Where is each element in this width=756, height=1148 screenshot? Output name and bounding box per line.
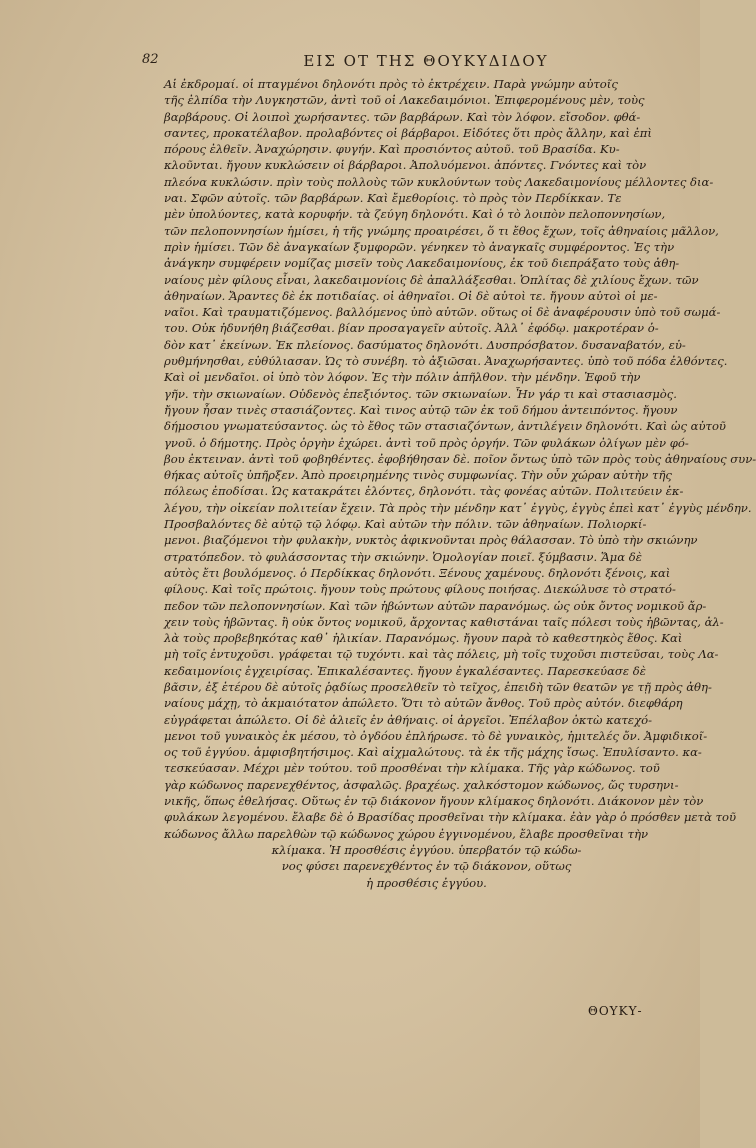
text-line: βᾶσιν, ἐξ ἑτέρου δὲ αὐτοῖς ῥᾳδίως προσελθεῖν τὸ τεῖχος, ἐπειδὴ τῶν θεατῶν γε τῇ πρὸς ἀθη- — [164, 679, 712, 694]
text-line: πόρους ἐλθεῖν. Ἀναχώρησιν. φυγήν. Καὶ προσιόντος αὐτοῦ. τοῦ Βρασίδα. Κυ- — [164, 142, 620, 157]
text-line: ναι. Σφῶν αὐτοῖς. τῶν βαρβάρων. Καὶ ἔμεθορίοις. τὸ πρὸς τὸν Περδίκκαν. Τε — [164, 191, 622, 206]
text-line: δὸν κατ᾽ ἐκείνων. Ἐκ πλείονος. δασύματος δηλονότι. Δυσπρόσβατον. δυσαναβατόν, εὐ- — [164, 337, 686, 352]
page-number: 82 — [142, 52, 159, 67]
text-line: βαρβάρους. Οἱ λοιποὶ χωρήσαντες. τῶν βαρβάρων. Καὶ τὸν λόφον. εἴσοδον. φθά- — [164, 109, 641, 124]
text-line: ναῖοι. Καὶ τραυματιζόμενος. βαλλόμενος ὑπὸ αὐτῶν. οὕτως οἱ δὲ ἀναφέρουσιν ὑπὸ τοῦ σωμά- — [164, 305, 721, 320]
text-line: λὰ τοὺς προβεβηκότας καθ᾽ ἡλικίαν. Παρανόμως. ἤγουν παρὰ τὸ καθεστηκὸς ἔθος. Καὶ — [164, 631, 683, 646]
text-line: ἀθηναίων. Ἄραντες δὲ ἐκ ποτιδαίας. οἱ ἀθηναῖοι. Οἱ δὲ αὐτοὶ τε. ἤγουν αὐτοὶ οἱ με- — [164, 288, 658, 303]
text-line: δήμοσιου γνωματεύσαντος. ὡς τὸ ἔθος τῶν στασιαζόντων, ἀντιλέγειν δηλονότι. Καὶ ὡς αὐτοῦ — [164, 419, 726, 434]
text-line: γὰρ κώδωνος παρενεχθέντος, ἀσφαλῶς. βραχέως. χαλκόστομον κώδωνος, ὥς τυρσηνι- — [164, 777, 679, 792]
page-header — [142, 52, 662, 74]
text-line: Αἱ ἐκδρομαί. οἱ πταγμένοι δηλονότι πρὸς τὸ ἐκτρέχειν. Παρὰ γνώμην αὐτοῖς — [164, 77, 618, 91]
text-line: γῆν. τὴν σκιωναίων. Οὐδενὸς ἐπεξιόντος. τῶν σκιωναίων. Ἦν γάρ τι καὶ στασιασμὸς. — [164, 386, 677, 401]
text-line: στρατόπεδον. τὸ φυλάσσοντας τὴν σκιώνην. Ὁμολογίαν ποιεῖ. ξύμβασιν. Ἅμα δὲ — [164, 549, 642, 564]
text-line: κεδαιμονίοις ἐγχειρίσας. Ἐπικαλέσαντες. ἤγουν ἐγκαλέσαντες. Παρεσκεύασε δὲ — [164, 663, 646, 678]
text-line: πρὶν ἡμίσει. Τῶν δὲ ἀναγκαίων ξυμφορῶν. γένηκεν τὸ ἀναγκαῖς συμφέροντος. Ἐς τὴν — [164, 239, 675, 254]
text-line: ναίους μάχῃ, τὸ ἀκμαιότατον ἀπώλετο. Ὅτι τὸ αὐτῶν ἄνθος. Τοῦ πρὸς αὐτόν. διεφθάρη — [164, 696, 683, 711]
text-line: μενοι τοῦ γυναικὸς ἐκ μέσου, τὸ ὀγδόου ἐπλήρωσε. τὸ δὲ γυναικὸς, ἡμιτελές ὄν. Ἀμφιδικοῖ- — [164, 728, 708, 743]
text-line: κλοῦνται. ἤγουν κυκλώσειν οἱ βάρβαροι. Ἀπολυόμενοι. ἀπόντες. Γνόντες καὶ τὸν — [164, 158, 647, 173]
text-line: αὐτὸς ἔτι βουλόμενος. ὁ Περδίκκας δηλονότι. Ξένους χαμένους. δηλονότι ξένοις, καὶ — [164, 565, 671, 580]
text-line: σαντες, προκατέλαβον. προλαβόντες οἱ βάρβαροι. Εἰδότες ὅτι πρὸς ἄλλην, καὶ ἐπὶ — [164, 125, 652, 140]
text-line: ρυθμήνησθαι, εὐθύλιασαν. Ὡς τὸ συνέβη. τὸ ἀξιῶσαι. Ἀναχωρήσαντες. ὑπὸ τοῦ πόδα ἐλθόντες. — [164, 354, 728, 369]
text-line: εὐγράφεται ἀπώλετο. Οἱ δὲ ἀλιεῖς ἐν ἀθήναις. οἱ ἀργεῖοι. Ἐπέλαβον ὀκτὼ κατεχό- — [164, 712, 653, 727]
text-line: θήκας αὐτοῖς ὑπῆρξεν. Ἀπὸ προειρημένης τινὸς συμφωνίας. Τὴν οὖν χώραν αὐτὴν τῆς — [164, 468, 672, 483]
text-line: ναίους μὲν φίλους εἶναι, λακεδαιμονίοις δὲ ἀπαλλάξεσθαι. Ὁπλίτας δὲ χιλίους ἔχων. τῶν — [164, 272, 699, 287]
text-line: Καὶ οἱ μενδαῖοι. οἱ ὑπὸ τὸν λόφον. Ἐς τὴν πόλιν ἀπῆλθον. τὴν μένδην. Ἐφοῦ τὴν — [164, 370, 641, 385]
text-line: ἡ προσθέσις ἐγγύου. — [366, 875, 487, 890]
text-line: Προσβαλόντες δὲ αὐτῷ τῷ λόφῳ. Καὶ αὐτῶν τὴν πόλιν. τῶν ἀθηναίων. Πολιορκί- — [164, 517, 647, 532]
text-line: ος τοῦ ἐγγύου. ἀμφισβητήσιμος. Καὶ αἰχμαλώτους. τὰ ἐκ τῆς μάχης ἴσως. Ἐπυλίσαντο. κα- — [164, 745, 702, 760]
text-line: μὴ τοῖς ἐντυχοῦσι. γράφεται τῷ τυχόντι. καὶ τὰς πόλεις, μὴ τοῖς τυχοῦσι πιστεῦσαι, τοὺς Λα- — [164, 647, 719, 662]
text-line: ἀνάγκην συμφέρειν νομίζας μισεῖν τοὺς Λακεδαιμονίους, ἐκ τοῦ διεπράξατο τοὺς ἀθη- — [164, 256, 680, 271]
text-line: νικῆς, ὅπως ἐθελήσας. Οὕτως ἐν τῷ διάκονον ἤγουν κλίμακος δηλονότι. Διάκονον μὲν τὸν — [164, 794, 704, 809]
text-line: βου ἐκτειναν. ἀντὶ τοῦ φοβηθέντες. ἐφοβήθησαν δὲ. ποῖον ὄντως ὑπὸ τῶν πρὸς τοὺς ἀθηναίους συν- — [164, 451, 756, 466]
text-line: λέγου, τὴν οἰκείαν πολιτείαν ἔχειν. Τὰ πρὸς τὴν μένδην κατ᾽ ἐγγὺς, ἐγγὺς ἐπεὶ κατ᾽ ἐγγὺς μένδην. — [164, 500, 752, 515]
catchword: ΘΟΥΚΥ- — [588, 1004, 643, 1018]
text-line: κλίμακα. Ἡ προσθέσις ἐγγύου. ὑπερβατόν τῷ κώδω- — [271, 842, 582, 857]
text-line: φυλάκων λεγομένου. ἔλαβε δὲ ὁ Βρασίδας προσθεῖναι τὴν κλίμακα. ἐὰν γὰρ ὁ πρόσθεν μετὰ τοῦ — [164, 810, 737, 825]
text-line: μὲν ὑπολύοντες, κατὰ κορυφήν. τὰ ζεύγη δηλονότι. Καὶ ὁ τὸ λοιπὸν πελοποννησίων, — [164, 207, 666, 222]
text-line: τεσκεύασαν. Μέχρι μὲν τούτου. τοῦ προσθέναι τὴν κλίμακα. Τῆς γὰρ κώδωνος. τοῦ — [164, 761, 660, 776]
text-line: τῶν πελοποννησίων ἡμίσει, ἡ τῆς γνώμης προαιρέσει, ὅ τι ἔθος ἔχων, τοῖς ἀθηναίοις μᾶλλον, — [164, 223, 719, 238]
text-line: πλεόνα κυκλώσιν. πρὶν τοὺς πολλοὺς τῶν κυκλούντων τοὺς Λακεδαιμονίους μέλλοντες δια- — [164, 174, 714, 189]
text-line: πόλεως ἐποδίσαι. Ὡς κατακράτει ἑλόντες, δηλονότι. τὰς φονέας αὐτῶν. Πολιτεύειν ἐκ- — [164, 484, 684, 499]
text-line: φίλους. Καὶ τοῖς πρώτοις. ἤγουν τοὺς πρώτους φίλους ποιήσας. Διεκώλυσε τὸ στρατό- — [164, 582, 676, 597]
text-line: τῆς ἐλπίδα τὴν Λυγκηστῶν, ἀντὶ τοῦ οἱ Λακεδαιμόνιοι. Ἐπιφερομένους μὲν, τοὺς — [164, 93, 645, 108]
commentary-text — [164, 76, 756, 891]
text-line: του. Οὐκ ἠδυνήθη βιάζεσθαι. βίαν προσαγαγεῖν αὐτοῖς. Ἀλλ᾽ ἐφόδῳ. μακροτέραν ὁ- — [164, 321, 659, 336]
text-line: χειν τοὺς ἡβῶντας. ἢ οὐκ ὄντος νομικοῦ, ἄρχοντας καθιστάναι ταῖς πόλεσι τοὺς ἡβῶντας, ἀλ- — [164, 614, 724, 629]
text-line: κώδωνος ἄλλω παρελθὼν τῷ κώδωνος χώρου ἐγγινομένου, ἔλαβε προσθεῖναι τὴν — [164, 826, 649, 841]
running-head: ΕΙΣ ΟΤ ΤΗΣ ΘΟΥΚΥΔΙΔΟΥ — [303, 52, 549, 70]
text-line: γνοῦ. ὁ δήμοτης. Πρὸς ὀργὴν ἐχώρει. ἀντὶ τοῦ πρὸς ὀργήν. Τῶν φυλάκων ὀλίγων μὲν φό- — [164, 435, 689, 450]
text-line: πεδον τῶν πελοποννησίων. Καὶ τῶν ἡβώντων αὐτῶν παρανόμως. ὡς οὐκ ὄντος νομικοῦ ἄρ- — [164, 598, 707, 613]
text-line: ἤγουν ἦσαν τινὲς στασιάζοντες. Καὶ τινος αὐτῷ τῶν ἐκ τοῦ δήμου ἀντειπόντος. ἤγουν — [164, 402, 678, 417]
text-line: μενοι. βιαζόμενοι τὴν φυλακὴν, νυκτὸς ἀφικνοῦνται πρὸς θάλασσαν. Τὸ ὑπὸ τὴν σκιώνην — [164, 533, 698, 548]
text-line: νος φύσει παρενεχθέντος ἐν τῷ διάκονον, οὕτως — [281, 859, 572, 874]
